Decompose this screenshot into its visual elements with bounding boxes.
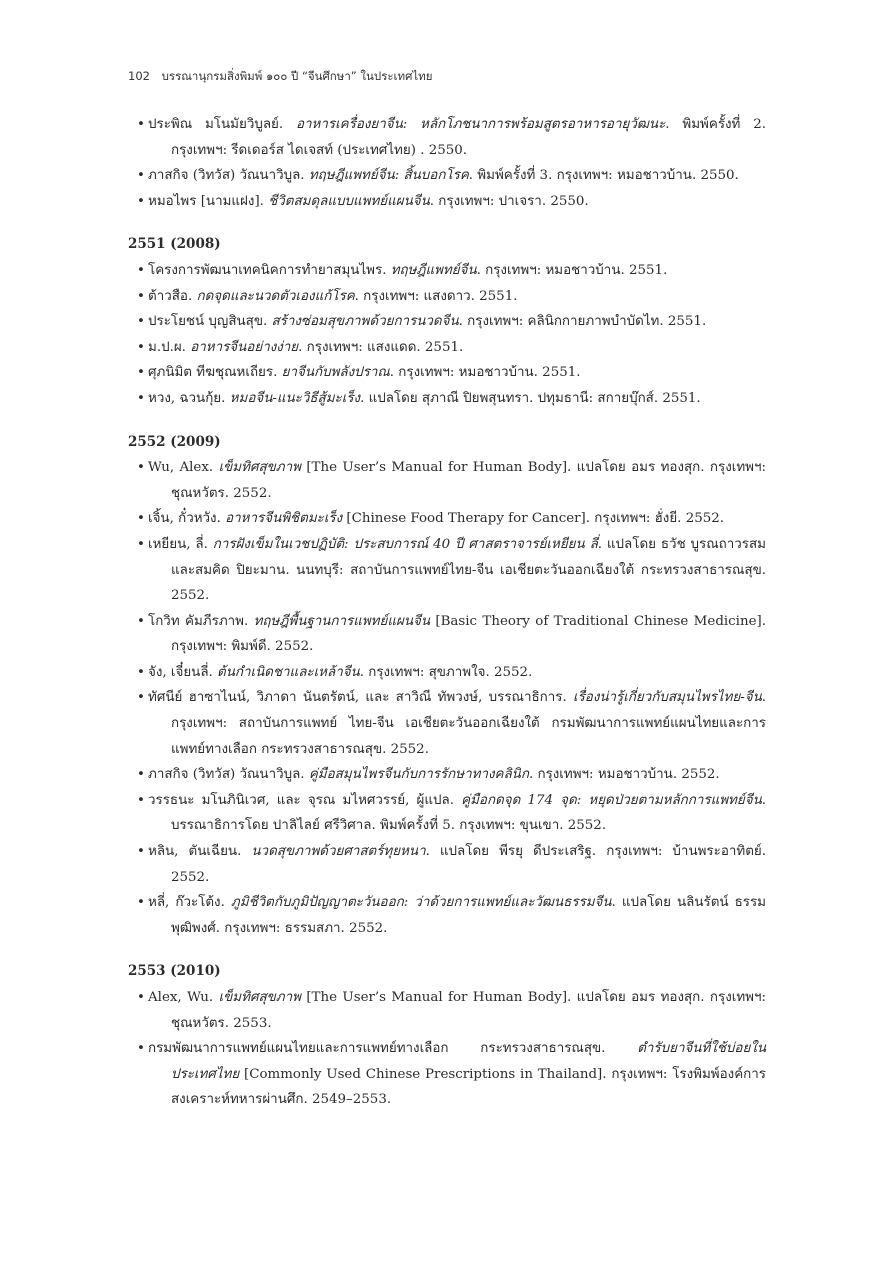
bibliography-entry xyxy=(128,309,766,335)
entry-author: Alex, Wu. xyxy=(148,990,219,1005)
bibliography-entry xyxy=(128,685,766,762)
bibliography-entry xyxy=(128,189,766,215)
bibliography-entry xyxy=(128,1036,766,1113)
entry-title: คู่มือกดจุด 174 จุด: หยุดป่วยตามหลักการแพทย์จีน xyxy=(461,792,762,808)
entry-details: . กรุงเทพฯ: ปาเจรา. 2550. xyxy=(429,193,589,209)
entry-author: เจิ้น, กั๋วหวัง. xyxy=(148,511,226,527)
entry-details: . บรรณาธิการโดย ปาลิไลย์ ศรีวิศาล. พิมพ์ครั้งที่ 5. กรุงเทพฯ: ขุนเขา. 2552. xyxy=(171,792,766,834)
entry-author: หลี่, ก๊วะโต้ง. xyxy=(148,895,231,911)
entry-author: ทัศนีย์ ฮาซาไนน์, วิภาดา นันตรัตน์, และ สาวิณี ทัพวงษ์, บรรณาธิการ. xyxy=(148,690,574,706)
bibliography-entry xyxy=(128,386,766,412)
running-title: บรรณานุกรมสิ่งพิมพ์ ๑๐๐ ปี “จีนศึกษา” ในประเทศไทย xyxy=(161,69,433,83)
bibliography-entry xyxy=(128,890,766,941)
bibliography-entry xyxy=(128,762,766,788)
bibliography-entry xyxy=(128,532,766,609)
entry-author: หวง, ฉวนกุ้ย. xyxy=(148,390,230,406)
entry-title: การฝังเข็มในเวชปฏิบัติ: ประสบการณ์ 40 ปี ศาสตราจารย์เหยียน ลี่ xyxy=(212,536,598,552)
entry-title: ทฤษฎีพื้นฐานการแพทย์แผนจีน xyxy=(253,613,430,629)
bibliography-entry xyxy=(128,609,766,660)
entry-details: [Basic Theory of Traditional Chinese Medicine]. กรุงเทพฯ: พิมพ์ดี. 2552. xyxy=(171,613,766,655)
entry-title: อาหารเครื่องยาจีน: หลักโภชนาการพร้อมสูตรอาหารอายุวัฒนะ xyxy=(296,117,666,132)
entry-author: จัง, เจี๋ยนลี่. xyxy=(148,664,218,680)
entry-author: ประโยชน์ บุญสินสุข. xyxy=(148,314,272,330)
bibliography-entry xyxy=(128,258,766,284)
entry-title: สร้างซ่อมสุขภาพด้วยการนวดจีน xyxy=(271,314,459,330)
entry-details: [Commonly Used Chinese Prescriptions in Thailand]. กรุงเทพฯ: โรงพิมพ์องค์การสงเคราะห์ทหารผ่านศึก. 2549–2553. xyxy=(171,1066,766,1108)
entry-details: . กรุงเทพฯ: หมอชาวบ้าน. 2552. xyxy=(528,767,720,783)
entry-title: อาหารจีนอย่างง่าย xyxy=(190,339,299,355)
entry-details: . กรุงเทพฯ: หมอชาวบ้าน. 2551. xyxy=(476,262,668,278)
bibliography-entry xyxy=(128,455,766,506)
entry-author: หมอไพร [นามแฝง]. xyxy=(148,193,269,209)
entry-details: [The User’s Manual for Human Body]. แปลโดย อมร ทองสุก. กรุงเทพฯ: ชุณหวัตร. 2553. xyxy=(171,990,767,1031)
bibliography-entry xyxy=(128,788,766,839)
year-section xyxy=(128,112,766,214)
entry-title: ทฤษฎีแพทย์จีน: สิ้นบอกโรค xyxy=(308,168,469,184)
entry-details: . แปลโดย ธวัช บูรณถาวรสม และสมคิด ปิยะมาน. นนทบุรี: สถาบันการแพทย์ไทย-จีน เอเชียตะวันออกเฉียงใต้ กระทรวงสาธารณสุข. 2552. xyxy=(171,536,766,604)
bibliography-entry xyxy=(128,660,766,686)
entry-details: [Chinese Food Therapy for Cancer]. กรุงเทพฯ: ฮั่งยี. 2552. xyxy=(342,511,725,527)
entry-author: หลิน, ตันเฉียน. xyxy=(148,844,252,860)
entry-title: กดจุดและนวดตัวเองแก้โรค xyxy=(196,288,355,304)
entry-title: ตำรับยาจีนที่ใช้บ่อยในประเทศไทย xyxy=(171,1041,766,1082)
bibliography-entry xyxy=(128,985,766,1036)
entry-title: ทฤษฎีแพทย์จีน xyxy=(390,262,477,278)
entry-list xyxy=(128,985,766,1113)
entry-details: . กรุงเทพฯ: หมอชาวบ้าน. 2551. xyxy=(389,365,581,381)
entry-details: . พิมพ์ครั้งที่ 3. กรุงเทพฯ: หมอชาวบ้าน. 2550. xyxy=(468,168,739,184)
entry-author: วรรธนะ มโนภินิเวศ, และ จุรณ มไหศวรรย์, ผู้แปล. xyxy=(148,792,462,808)
entry-list xyxy=(128,258,766,412)
entry-details: . พิมพ์ครั้งที่ 2. กรุงเทพฯ: รีดเดอร์ส ไดเจสท์ (ประเทศไทย) . 2550. xyxy=(171,117,766,158)
year-heading: 2551 (2008) xyxy=(128,236,221,253)
entry-author: ศุภนิมิต ทีฆชุณหเถียร. xyxy=(148,365,282,381)
entry-title: อาหารจีนพิชิตมะเร็ง xyxy=(225,511,343,527)
year-section xyxy=(128,959,766,1113)
year-section xyxy=(128,430,766,942)
entry-author: ภาสกิจ (วิทวัส) วัณนาวิบูล. xyxy=(148,767,309,783)
entry-title: เข็มทิศสุขภาพ xyxy=(218,990,301,1005)
year-section xyxy=(128,232,766,411)
bibliography-entry xyxy=(128,163,766,189)
entry-author: โกวิท คัมภีรภาพ. xyxy=(148,613,254,629)
entry-author: กรมพัฒนาการแพทย์แผนไทยและการแพทย์ทางเลือก กระทรวงสาธารณสุข. xyxy=(148,1041,638,1057)
entry-author: เหยียน, ลี่. xyxy=(148,536,213,552)
entry-title: เรื่องน่ารู้เกี่ยวกับสมุนไพรไทย-จีน xyxy=(573,690,762,706)
entry-author: โครงการพัฒนาเทคนิคการทำยาสมุนไพร. xyxy=(148,262,391,278)
bibliography-entry xyxy=(128,506,766,532)
entry-author: ภาสกิจ (วิทวัส) วัณนาวิบูล. xyxy=(148,168,309,184)
entry-details: . แปลโดย พีรยุ ดีประเสริฐ. กรุงเทพฯ: บ้านพระอาทิตย์. 2552. xyxy=(171,844,767,885)
entry-author: Wu, Alex. xyxy=(148,460,219,476)
entry-author: ประพิณ มโนมัยวิบูลย์. xyxy=(148,117,296,132)
entry-details: . กรุงเทพฯ: คลินิกกายภาพบำบัดไท. 2551. xyxy=(458,314,707,330)
entry-author: ม.ป.ผ. xyxy=(148,339,191,355)
entry-list xyxy=(128,112,766,214)
page-header xyxy=(128,68,432,86)
entry-details: . กรุงเทพฯ: แสงดาว. 2551. xyxy=(354,288,518,304)
bibliography-content xyxy=(128,112,766,1113)
entry-author: ต้าวสือ. xyxy=(148,288,197,304)
entry-details: . กรุงเทพฯ: แสงแดด. 2551. xyxy=(298,339,464,355)
entry-title: ต้นกำเนิดชาและเหล้าจีน xyxy=(217,664,360,680)
year-heading: 2552 (2009) xyxy=(128,433,221,450)
entry-title: นวดสุขภาพด้วยศาสตร์ทุยหนา xyxy=(251,844,426,860)
page-number: 102 xyxy=(128,69,150,83)
entry-title: ยาจีนกับพลังปราณ xyxy=(281,365,390,381)
entry-details: . แปลโดย นลินรัตน์ ธรรมพุฒิพงศ์. กรุงเทพฯ: ธรรมสภา. 2552. xyxy=(171,895,766,936)
bibliography-entry xyxy=(128,112,766,163)
entry-list xyxy=(128,455,766,941)
bibliography-entry xyxy=(128,284,766,310)
entry-details: [The User’s Manual for Human Body]. แปลโดย อมร ทองสุก. กรุงเทพฯ: ชุณหวัตร. 2552. xyxy=(171,460,767,501)
entry-title: คู่มือสมุนไพรจีนกับการรักษาทางคลินิก xyxy=(308,767,529,783)
entry-title: ภูมิชีวิตกับภูมิปัญญาตะวันออก: ว่าด้วยการแพทย์และวัฒนธรรมจีน xyxy=(230,895,612,911)
entry-title: หมอจีน-แนะวิธีสู้มะเร็ง xyxy=(229,390,361,406)
year-heading: 2553 (2010) xyxy=(128,963,221,980)
entry-title: ชีวิตสมดุลแบบแพทย์แผนจีน xyxy=(268,193,430,209)
entry-details: . แปลโดย สุภาณี ปิยพสุนทรา. ปทุมธานี: สกายบุ๊กส์. 2551. xyxy=(360,390,701,406)
bibliography-entry xyxy=(128,360,766,386)
entry-title: เข็มทิศสุขภาพ xyxy=(218,460,301,476)
bibliography-entry xyxy=(128,839,766,890)
bibliography-entry xyxy=(128,335,766,361)
entry-details: . กรุงเทพฯ: สุขภาพใจ. 2552. xyxy=(359,664,533,680)
entry-details: . กรุงเทพฯ: สถาบันการแพทย์ ไทย-จีน เอเชียตะวันออกเฉียงใต้ กรมพัฒนาการแพทย์แผนไทยและการแพทย์ทางเลือก กระทรวงสาธารณสุข. 2552. xyxy=(171,690,766,757)
